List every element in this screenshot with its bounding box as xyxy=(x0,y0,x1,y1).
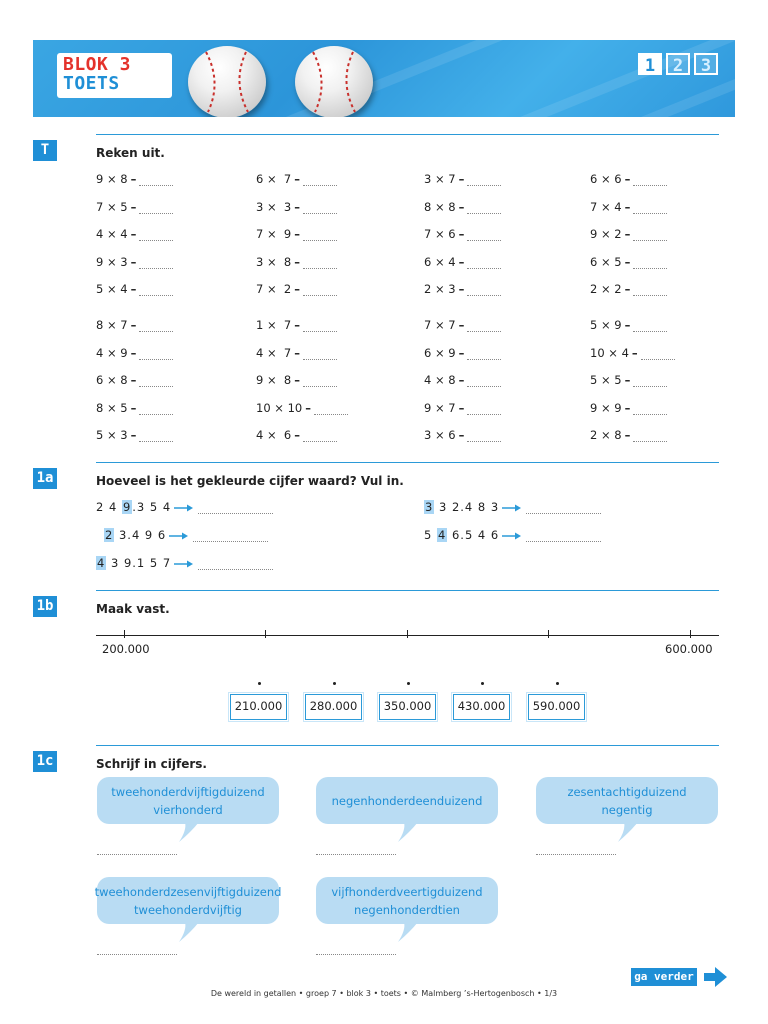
answer-field[interactable] xyxy=(97,954,177,955)
bubble-tail xyxy=(396,922,422,944)
multiplication-item xyxy=(590,227,667,241)
section-badge-1c: 1c xyxy=(33,751,57,772)
section-badge-1a: 1a xyxy=(33,468,57,489)
marker-dot xyxy=(333,682,336,685)
section-t-heading: Reken uit. xyxy=(96,146,165,160)
multiplication-expression: 3 × 7 xyxy=(424,172,456,186)
answer-field[interactable] xyxy=(467,202,501,214)
equals-dash: – xyxy=(624,254,631,269)
multiplication-item xyxy=(256,346,337,360)
answer-field[interactable] xyxy=(467,430,501,442)
multiplication-expression: 10 × 10 xyxy=(256,400,303,415)
equals-dash: – xyxy=(624,172,631,186)
multiplication-expression: 4 × 8 xyxy=(424,373,456,387)
marker-dot xyxy=(258,682,261,685)
value-box[interactable]: 210.000 xyxy=(230,694,287,720)
equals-dash: – xyxy=(631,345,638,360)
multiplication-expression: 6 × 4 xyxy=(424,254,456,269)
answer-field[interactable] xyxy=(139,202,173,214)
multiplication-item xyxy=(424,172,501,186)
section-divider xyxy=(96,134,719,135)
equals-dash: – xyxy=(458,254,465,269)
answer-field[interactable] xyxy=(633,257,667,269)
equals-dash: – xyxy=(130,428,137,442)
multiplication-row xyxy=(96,200,736,216)
logo-line1: BLOK 3 xyxy=(63,54,132,75)
equals-dash: – xyxy=(458,345,465,360)
multiplication-item xyxy=(96,172,173,186)
multiplication-item xyxy=(424,401,501,415)
word-bubble xyxy=(316,777,498,824)
equals-dash: – xyxy=(294,227,300,241)
equals-dash: – xyxy=(294,428,300,442)
answer-field[interactable] xyxy=(139,348,173,360)
multiplication-expression: 5 × 9 xyxy=(590,318,622,332)
bubble-text-line1: tweehonderdvijftigduizend xyxy=(111,784,265,799)
multiplication-item xyxy=(256,200,337,214)
multiplication-item xyxy=(256,428,337,442)
multiplication-expression: 3 × 3 xyxy=(256,199,292,214)
arrow-right-icon xyxy=(502,504,522,512)
highlighted-digit: 4 xyxy=(437,528,447,542)
equals-dash: – xyxy=(458,227,465,241)
answer-field[interactable] xyxy=(139,320,173,332)
multiplication-item xyxy=(96,318,173,332)
multiplication-item xyxy=(424,282,501,296)
multiplication-expression: 9 × 9 xyxy=(590,400,622,415)
number-line-tick xyxy=(690,630,691,638)
value-box[interactable]: 280.000 xyxy=(305,694,362,720)
multiplication-expression: 6 × 8 xyxy=(96,373,128,387)
number-line-tick xyxy=(407,630,408,638)
bubble-tail xyxy=(177,922,203,944)
equals-dash: – xyxy=(130,227,137,241)
place-value-item xyxy=(96,556,273,570)
section-1b-heading: Maak vast. xyxy=(96,602,170,616)
highlighted-digit: 3 xyxy=(425,500,434,514)
equals-dash: – xyxy=(458,373,465,387)
section-1c-heading: Schrijf in cijfers. xyxy=(96,757,207,771)
answer-field[interactable] xyxy=(467,284,501,296)
answer-field[interactable] xyxy=(633,403,667,415)
marker-dot xyxy=(407,682,410,685)
arrow-right-icon xyxy=(174,560,194,568)
answer-field[interactable] xyxy=(633,430,667,442)
multiplication-item xyxy=(256,373,337,387)
number-part: 2 4 xyxy=(96,500,122,514)
multiplication-item xyxy=(590,428,667,442)
multiplication-expression: 2 × 8 xyxy=(590,428,622,442)
bubble-text-line2: negentig xyxy=(601,802,653,817)
number-part: .3 5 4 xyxy=(132,500,172,514)
word-bubble xyxy=(97,777,279,824)
page-indicator xyxy=(638,53,718,75)
bubble-text-line2: tweehonderdvijftig xyxy=(134,902,242,917)
answer-field[interactable] xyxy=(198,558,273,570)
answer-field[interactable] xyxy=(193,530,268,542)
multiplication-item xyxy=(256,255,337,269)
multiplication-item xyxy=(590,172,667,186)
equals-dash: – xyxy=(458,282,465,296)
multiplication-item xyxy=(424,227,501,241)
bubble-text-line1: vijfhonderdveertigduizend xyxy=(331,884,483,899)
multiplication-row xyxy=(96,282,736,298)
multiplication-expression: 2 × 3 xyxy=(424,282,456,296)
multiplication-row xyxy=(96,172,736,188)
answer-field[interactable] xyxy=(303,430,337,442)
answer-field[interactable] xyxy=(97,854,177,855)
answer-field[interactable] xyxy=(467,257,501,269)
answer-field[interactable] xyxy=(467,174,501,186)
page-tab-2[interactable]: 2 xyxy=(666,53,690,75)
word-bubble xyxy=(316,877,498,924)
answer-field[interactable] xyxy=(139,375,173,387)
highlighted-digit: 4 xyxy=(97,556,106,570)
section-badge-t: T xyxy=(33,140,57,161)
equals-dash: – xyxy=(130,172,137,186)
go-on-button[interactable]: ga verder xyxy=(631,968,697,986)
multiplication-expression: 4 × 4 xyxy=(96,227,128,241)
number-part: 3 2.4 8 3 xyxy=(434,500,500,514)
multiplication-expression: 7 × 9 xyxy=(256,227,292,241)
answer-field[interactable] xyxy=(303,257,337,269)
arrow-right-icon[interactable] xyxy=(702,966,728,988)
equals-dash: – xyxy=(130,254,137,269)
answer-field[interactable] xyxy=(633,284,667,296)
equals-dash: – xyxy=(458,199,465,214)
bubble-tail xyxy=(616,822,642,844)
multiplication-item xyxy=(96,255,173,269)
answer-field[interactable] xyxy=(526,502,601,514)
number-line-tick xyxy=(124,630,125,638)
marker-dot xyxy=(481,682,484,685)
multiplication-item xyxy=(256,282,337,296)
header-banner xyxy=(33,40,735,117)
equals-dash: – xyxy=(458,318,465,332)
multiplication-expression: 5 × 5 xyxy=(590,373,622,387)
number-part: 6.5 4 6 xyxy=(447,528,500,542)
multiplication-expression: 7 × 4 xyxy=(590,199,622,214)
multiplication-expression: 6 × 5 xyxy=(590,254,622,269)
multiplication-expression: 9 × 3 xyxy=(96,254,128,269)
equals-dash: – xyxy=(130,345,137,360)
page-tab-1[interactable]: 1 xyxy=(638,53,662,75)
answer-field[interactable] xyxy=(467,403,501,415)
multiplication-row xyxy=(96,373,736,389)
place-value-item xyxy=(96,500,273,514)
equals-dash: – xyxy=(624,428,631,442)
equals-dash: – xyxy=(624,199,631,214)
multiplication-expression: 7 × 2 xyxy=(256,282,292,296)
page-tab-3[interactable]: 3 xyxy=(694,53,718,75)
multiplication-item xyxy=(590,282,667,296)
multiplication-item xyxy=(96,373,173,387)
multiplication-item xyxy=(590,200,667,214)
baseball-icon xyxy=(188,46,266,117)
equals-dash: – xyxy=(130,400,137,415)
multiplication-expression: 8 × 8 xyxy=(424,199,456,214)
equals-dash: – xyxy=(294,373,300,387)
multiplication-item xyxy=(96,428,173,442)
equals-dash: – xyxy=(130,199,137,214)
equals-dash: – xyxy=(458,172,465,186)
answer-field[interactable] xyxy=(633,320,667,332)
answer-field[interactable] xyxy=(139,284,173,296)
highlighted-digit: 9 xyxy=(122,500,132,514)
number-part: 3.4 9 6 xyxy=(114,528,167,542)
multiplication-row xyxy=(96,255,736,271)
bubble-text-line1: negenhonderdeenduizend xyxy=(331,793,483,808)
multiplication-item xyxy=(256,318,337,332)
answer-field[interactable] xyxy=(139,174,173,186)
multiplication-expression: 3 × 8 xyxy=(256,254,292,269)
equals-dash: – xyxy=(294,282,300,296)
answer-field[interactable] xyxy=(467,375,501,387)
place-value-item xyxy=(424,528,601,542)
answer-field[interactable] xyxy=(303,229,337,241)
multiplication-item xyxy=(96,401,173,415)
value-box[interactable]: 590.000 xyxy=(528,694,585,720)
answer-field[interactable] xyxy=(314,403,348,415)
multiplication-item xyxy=(256,227,337,241)
answer-field[interactable] xyxy=(303,348,337,360)
answer-field[interactable] xyxy=(316,954,396,955)
multiplication-expression: 8 × 7 xyxy=(96,318,128,332)
equals-dash: – xyxy=(294,172,300,186)
multiplication-expression: 9 × 2 xyxy=(590,227,622,241)
arrow-right-icon xyxy=(502,532,522,540)
multiplication-item xyxy=(96,346,173,360)
answer-field[interactable] xyxy=(633,375,667,387)
multiplication-expression: 6 × 6 xyxy=(590,172,622,186)
multiplication-row xyxy=(96,318,736,334)
multiplication-row xyxy=(96,428,736,444)
multiplication-item xyxy=(424,200,501,214)
equals-dash: – xyxy=(130,282,137,296)
multiplication-expression: 8 × 5 xyxy=(96,400,128,415)
number-part: 5 xyxy=(424,528,437,542)
multiplication-expression: 9 × 7 xyxy=(424,400,456,415)
arrow-right-icon xyxy=(169,532,189,540)
multiplication-item xyxy=(96,282,173,296)
answer-field[interactable] xyxy=(139,403,173,415)
answer-field[interactable] xyxy=(316,854,396,855)
multiplication-expression: 6 × 7 xyxy=(256,172,292,186)
equals-dash: – xyxy=(624,227,631,241)
equals-dash: – xyxy=(458,428,465,442)
word-bubble xyxy=(94,877,282,924)
answer-field[interactable] xyxy=(139,229,173,241)
answer-field[interactable] xyxy=(633,174,667,186)
multiplication-row xyxy=(96,346,736,362)
value-box[interactable]: 430.000 xyxy=(453,694,510,720)
equals-dash: – xyxy=(458,400,465,415)
answer-field[interactable] xyxy=(536,854,616,855)
equals-dash: – xyxy=(294,199,300,214)
equals-dash: – xyxy=(305,400,311,415)
equals-dash: – xyxy=(624,400,631,415)
answer-field[interactable] xyxy=(633,229,667,241)
answer-field[interactable] xyxy=(467,320,501,332)
bubble-tail xyxy=(396,822,422,844)
multiplication-row xyxy=(96,227,736,243)
multiplication-item xyxy=(590,401,667,415)
section-divider xyxy=(96,462,719,463)
equals-dash: – xyxy=(624,318,631,332)
multiplication-expression: 2 × 2 xyxy=(590,282,622,296)
multiplication-item xyxy=(424,318,501,332)
equals-dash: – xyxy=(294,254,300,269)
multiplication-expression: 7 × 5 xyxy=(96,199,128,214)
logo-line2: TOETS xyxy=(63,73,120,94)
multiplication-item xyxy=(256,401,348,415)
word-bubble xyxy=(536,777,718,824)
multiplication-expression: 10 × 4 xyxy=(590,345,629,360)
multiplication-expression: 3 × 6 xyxy=(424,428,456,442)
answer-field[interactable] xyxy=(303,320,337,332)
multiplication-row xyxy=(96,401,736,417)
bubble-tail xyxy=(177,822,203,844)
multiplication-expression: 4 × 6 xyxy=(256,428,292,442)
answer-field[interactable] xyxy=(467,229,501,241)
multiplication-expression: 7 × 7 xyxy=(424,318,456,332)
multiplication-item xyxy=(590,255,667,269)
multiplication-expression: 6 × 9 xyxy=(424,345,456,360)
baseball-icon xyxy=(295,46,373,117)
place-value-item xyxy=(104,528,268,542)
multiplication-item xyxy=(590,318,667,332)
multiplication-expression: 1 × 7 xyxy=(256,318,292,332)
bubble-text-line2: negenhonderdtien xyxy=(354,902,460,917)
multiplication-expression: 4 × 9 xyxy=(96,345,128,360)
multiplication-expression: 5 × 4 xyxy=(96,282,128,296)
multiplication-item xyxy=(424,255,501,269)
number-line-tick xyxy=(265,630,266,638)
answer-field[interactable] xyxy=(303,284,337,296)
multiplication-expression: 7 × 6 xyxy=(424,227,456,241)
multiplication-item xyxy=(256,172,337,186)
equals-dash: – xyxy=(294,345,300,360)
equals-dash: – xyxy=(624,373,631,387)
number-part: 3 9.1 5 7 xyxy=(106,556,172,570)
section-divider xyxy=(96,745,719,746)
answer-field[interactable] xyxy=(303,174,337,186)
multiplication-expression: 4 × 7 xyxy=(256,345,292,360)
multiplication-expression: 9 × 8 xyxy=(256,373,292,387)
equals-dash: – xyxy=(624,282,631,296)
marker-dot xyxy=(556,682,559,685)
answer-field[interactable] xyxy=(633,202,667,214)
blok-toets-logo xyxy=(57,53,172,98)
answer-field[interactable] xyxy=(139,430,173,442)
multiplication-item xyxy=(590,346,675,360)
multiplication-item xyxy=(590,373,667,387)
multiplication-item xyxy=(424,428,501,442)
number-line-end: 600.000 xyxy=(665,642,713,656)
multiplication-item xyxy=(424,373,501,387)
answer-field[interactable] xyxy=(198,502,273,514)
bubble-text-line1: zesentachtigduizend xyxy=(567,784,687,799)
section-1a-heading: Hoeveel is het gekleurde cijfer waard? Vul in. xyxy=(96,474,404,488)
arrow-right-icon xyxy=(174,504,194,512)
section-divider xyxy=(96,590,719,591)
section-badge-1b: 1b xyxy=(33,596,57,617)
multiplication-expression: 9 × 8 xyxy=(96,172,128,186)
number-line-tick xyxy=(548,630,549,638)
footer-text: De wereld in getallen • groep 7 • blok 3 • toets • © Malmberg ’s-Hertogenbosch • 1/3 xyxy=(210,989,558,998)
bubble-text-line2: vierhonderd xyxy=(153,802,223,817)
place-value-item xyxy=(424,500,601,514)
bubble-text-line1: tweehonderdzesenvijftigduizend xyxy=(94,884,282,899)
multiplication-item xyxy=(96,200,173,214)
highlighted-digit: 2 xyxy=(105,528,114,542)
multiplication-item xyxy=(424,346,501,360)
number-line-start: 200.000 xyxy=(102,642,150,656)
answer-field[interactable] xyxy=(641,348,675,360)
answer-field[interactable] xyxy=(526,530,601,542)
answer-field[interactable] xyxy=(139,257,173,269)
equals-dash: – xyxy=(130,373,137,387)
answer-field[interactable] xyxy=(467,348,501,360)
equals-dash: – xyxy=(294,318,300,332)
answer-field[interactable] xyxy=(303,202,337,214)
multiplication-expression: 5 × 3 xyxy=(96,428,128,442)
equals-dash: – xyxy=(130,318,137,332)
value-box[interactable]: 350.000 xyxy=(379,694,436,720)
multiplication-item xyxy=(96,227,173,241)
answer-field[interactable] xyxy=(303,375,337,387)
